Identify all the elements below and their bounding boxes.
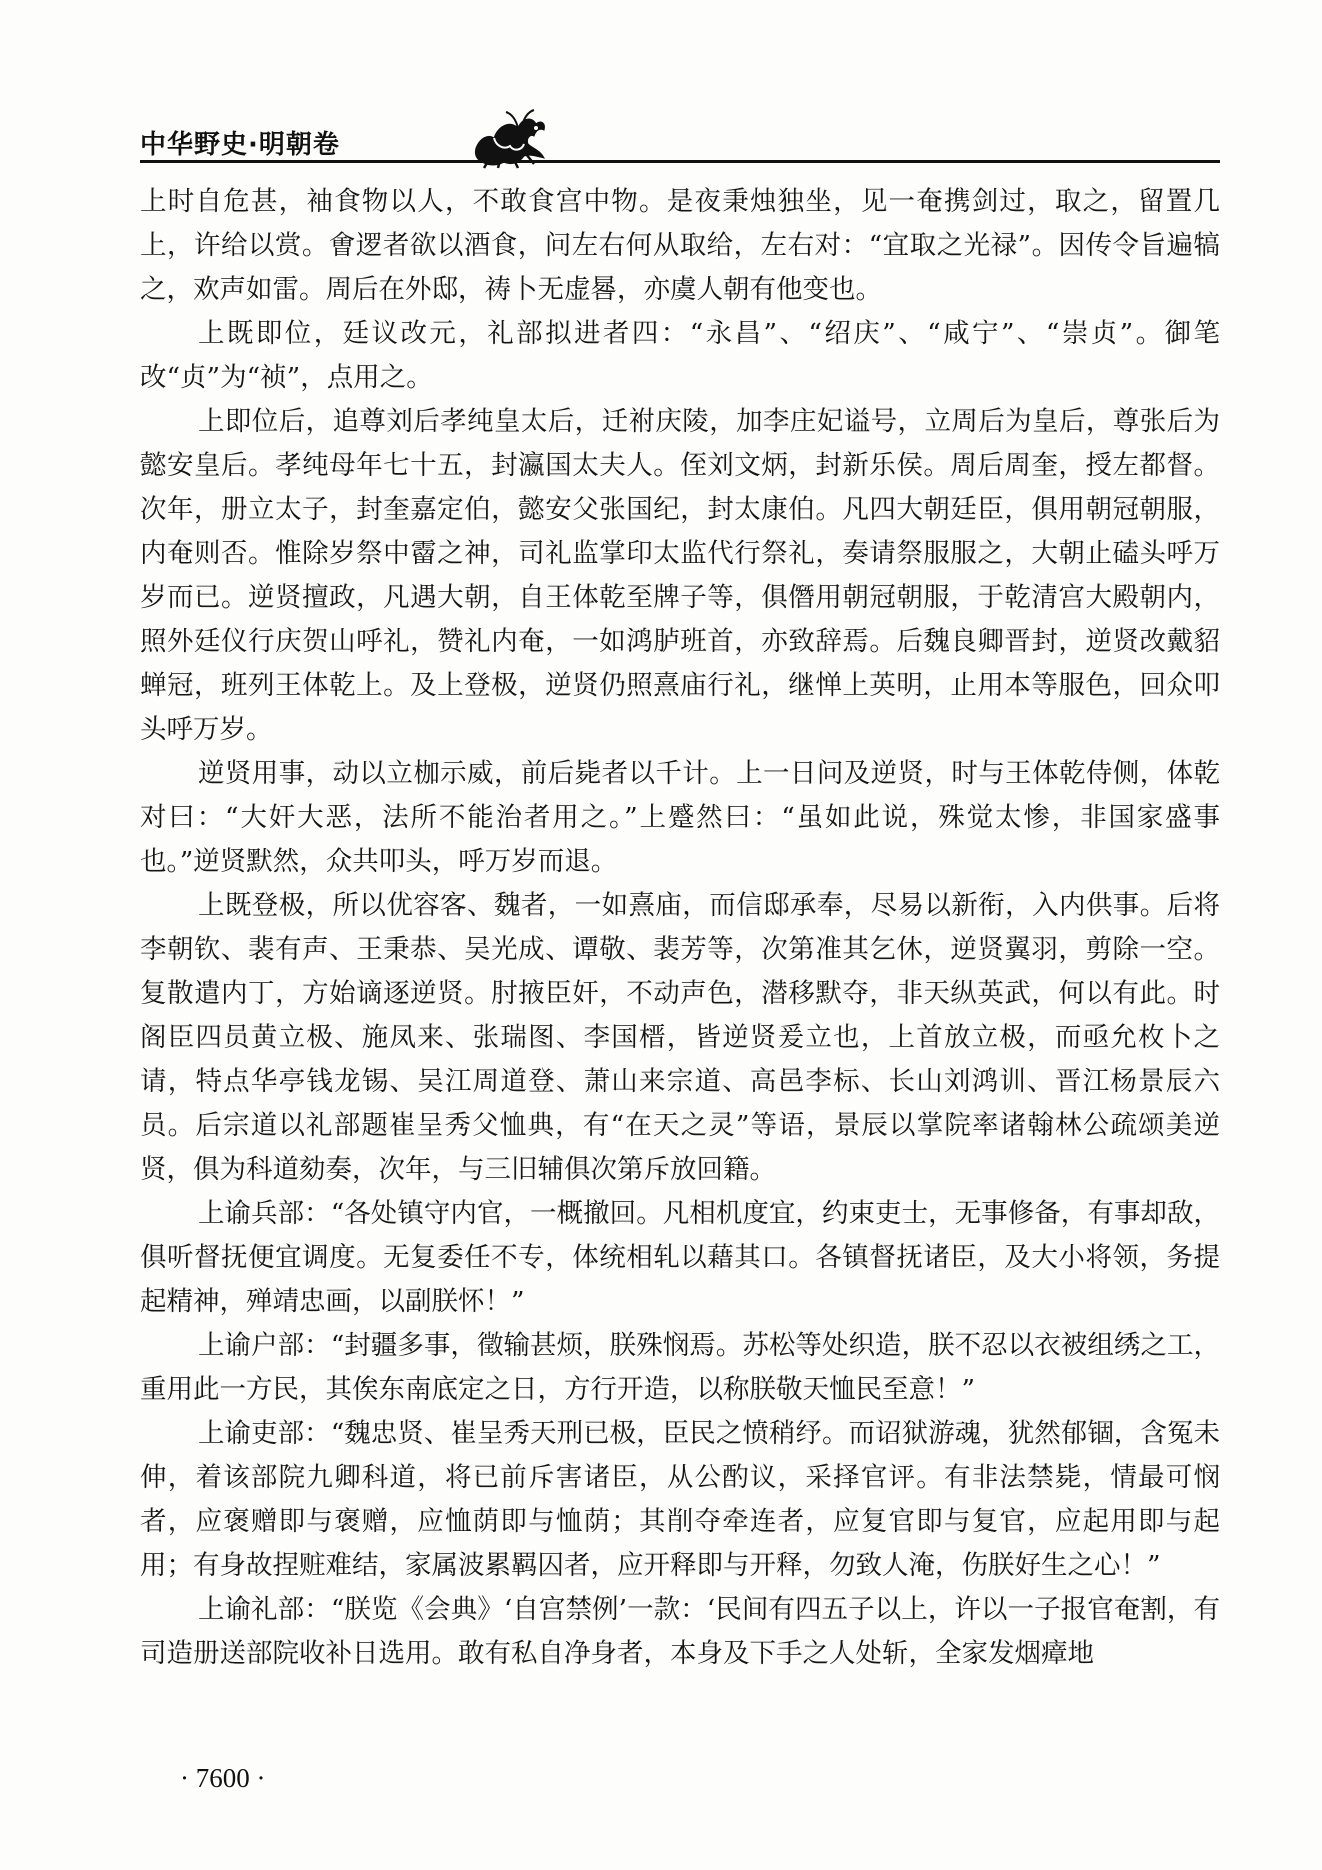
header-rule xyxy=(140,160,1220,163)
paragraph xyxy=(140,1412,1220,1588)
paragraph xyxy=(140,752,1220,884)
body-text xyxy=(140,180,1220,1676)
paragraph xyxy=(140,884,1220,1192)
paragraph-text: 上即位后，追尊刘后孝纯皇太后，迁祔庆陵，加李庄妃谥号，立周后为皇后，尊张后为懿安皇后。孝纯母年七十五，封瀛国太夫人。侄刘文炳，封新乐侯。周后周奎，授左都督。次年，册立太子，封奎嘉定伯，懿安父张国纪，封太康伯。凡四大朝廷臣，俱用朝冠朝服，内奄则否。惟除岁祭中霤之神，司礼监掌印太监代行祭礼，奏请祭服服之，大朝止磕头呼万岁而已。逆贤擅政，凡遇大朝，自王体乾至牌子等，俱僭用朝冠朝服，于乾清宫大殿朝内，照外廷仪行庆贺山呼礼，赞礼内奄，一如鸿胪班首，亦致辞焉。后魏良卿晋封，逆贤改戴貂蝉冠，班列王体乾上。及上登极，逆贤仍照熹庙行礼，继惮上英明，止用本等服色，回众叩头呼万岁。 xyxy=(140,406,1220,745)
paragraph-text: 上谕吏部：“魏忠贤、崔呈秀天刑已极，臣民之愤稍纾。而诏狱游魂，犹然郁锢，含冤未伸，着该部院九卿科道，将已前斥害诸臣，从公酌议，采择官评。有非法禁毙，情最可悯者，应褒赠即与褒赠，应恤荫即与恤荫；其削夺牵连者，应复官即与复官，应起用即与起用；有身故捏赃难结，家属波累羁囚者，应开释即与开释，勿致人淹，伤朕好生之心！” xyxy=(140,1418,1220,1581)
paragraph-text: 上既登极，所以优容客、魏者，一如熹庙，而信邸承奉，尽易以新衔，入内供事。后将李朝钦、裴有声、王秉恭、吴光成、谭敬、裴芳等，次第准其乞休，逆贤翼羽，剪除一空。复散遣内丁，方始谪逐逆贤。肘掖臣奸，不动声色，潜移默夺，非天纵英武，何以有此。时阁臣四员黄立极、施凤来、张瑞图、李国榗，皆逆贤爰立也，上首放立极，而亟允枚卜之请，特点华亭钱龙锡、吴江周道登、萧山来宗道、高邑李标、长山刘鸿训、晋江杨景辰六员。后宗道以礼部题崔呈秀父恤典，有“在天之灵”等语，景辰以掌院率诸翰林公疏颂美逆贤，俱为科道劾奏，次年，与三旧辅俱次第斥放回籍。 xyxy=(140,890,1220,1185)
paragraph xyxy=(140,1192,1220,1324)
paragraph xyxy=(140,400,1220,752)
paragraph-text: 上既即位，廷议改元，礼部拟进者四：“永昌”、“绍庆”、“咸宁”、“崇贞”。御笔改“贞”为“祯”，点用之。 xyxy=(140,318,1220,393)
running-header xyxy=(140,108,1220,172)
paragraph xyxy=(140,312,1220,400)
paragraph-text: 上谕户部：“封疆多事，徵输甚烦，朕殊悯焉。苏松等处织造，朕不忍以衣被组绣之工，重用此一方民，其俟东南底定之日，方行开造，以称朕敬天恤民至意！” xyxy=(140,1330,1220,1405)
paragraph-text: 逆贤用事，动以立枷示威，前后毙者以千计。上一日问及逆贤，时与王体乾侍侧，体乾对曰：“大奸大恶，法所不能治者用之。”上蹙然曰：“虽如此说，殊觉太惨，非国家盛事也。”逆贤默然，众共叩头，呼万岁而退。 xyxy=(140,758,1220,877)
paragraph xyxy=(140,1588,1220,1676)
header-title: 中华野史·明朝卷 xyxy=(140,130,340,160)
paragraph xyxy=(140,1324,1220,1412)
page-number: · 7600 · xyxy=(180,1763,266,1793)
paragraph-text: 上谕礼部：“朕览《会典》‘自宫禁例’一款：‘民间有四五子以上，许以一子报官奄割，有司造册送部院收补日选用。敢有私自净身者，本身及下手之人处斩，全家发烟瘴地 xyxy=(140,1594,1220,1669)
paragraph-text: 上谕兵部：“各处镇守内官，一概撤回。凡相机度宜，约束吏士，无事修备，有事却敌，俱听督抚便宜调度。无复委任不专，体统相轧以藉其口。各镇督抚诸臣，及大小将领，务提起精神，殚靖忠画，以副朕怀！” xyxy=(140,1198,1220,1317)
paragraph: 上时自危甚，袖食物以人，不敢食宫中物。是夜秉烛独坐，见一奄携剑过，取之，留置几上，许给以赏。㑹逻者欲以酒食，问左右何从取给，左右对：“宜取之光禄”。因传令旨遍犒之，欢声如雷。周后在外邸，祷卜无虚晷，亦虞人朝有他变也。 xyxy=(140,186,1220,305)
